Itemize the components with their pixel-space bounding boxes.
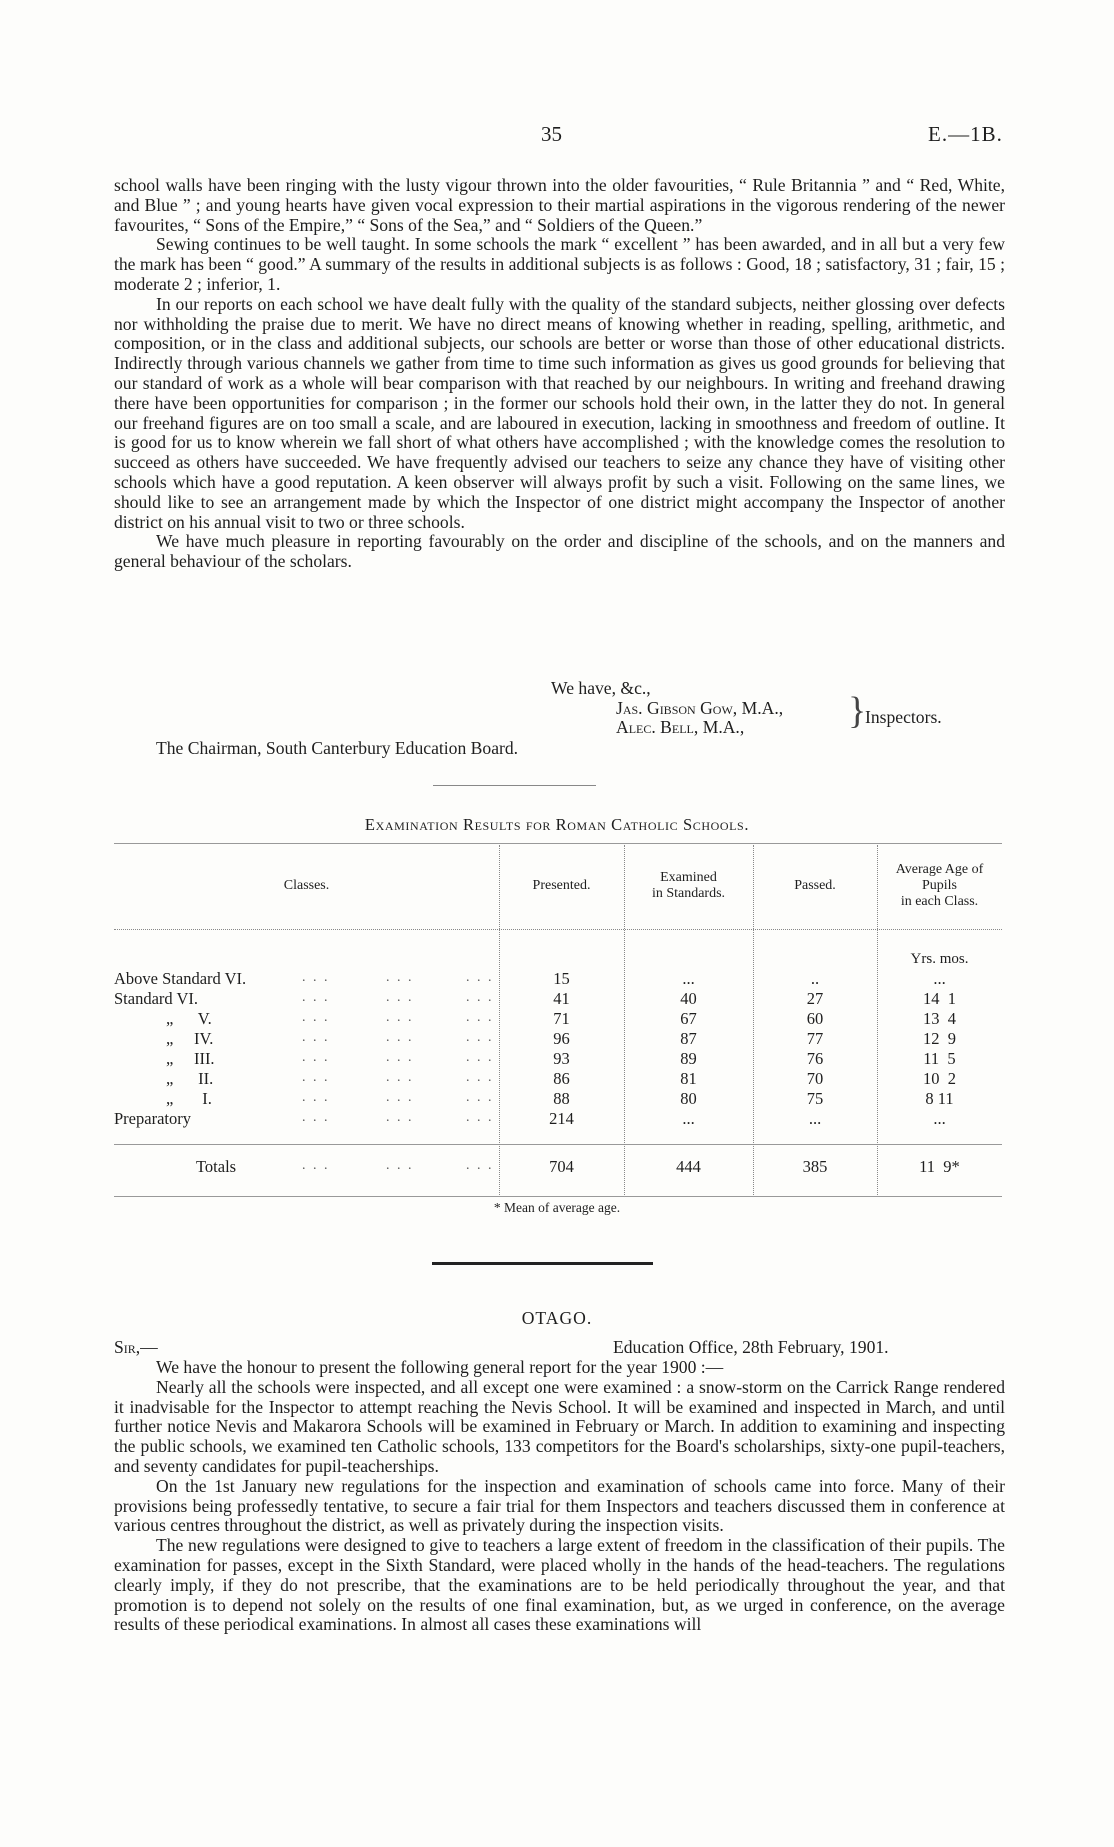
cell-passed: 27 — [806, 989, 824, 1008]
dot-leader: . . . — [466, 1158, 494, 1173]
cell-examined: 81 — [680, 1069, 697, 1088]
dot-leader: . . . — [386, 1110, 414, 1125]
dot-leader: . . . — [466, 1050, 494, 1065]
cell-presented: 71 — [553, 1009, 570, 1028]
cell-presented: 88 — [553, 1089, 570, 1108]
table-rule — [114, 1196, 1002, 1197]
section-divider — [432, 1262, 653, 1265]
signatory: Alec. Bell, M.A., — [616, 717, 745, 737]
dot-leader: . . . — [302, 1050, 330, 1065]
cell-examined: ... — [682, 969, 695, 988]
cell-age: ... — [933, 1109, 946, 1128]
dot-leader: . . . — [466, 1030, 494, 1045]
row-label: „ III. — [166, 1049, 215, 1068]
paragraph: On the 1st January new regulations for the inspection and examination of schools came into force. Many of their provisions being professedly tentative, to secure a fair trial for them Inspectors and teachers discussed them in conference at various centres throughout the district, as well as privately during the inspection visits. — [114, 1475, 1005, 1536]
dot-leader: . . . — [386, 1070, 414, 1085]
cell-presented: 93 — [553, 1049, 570, 1068]
salutation: Sir,— — [114, 1337, 158, 1357]
cell-passed: 70 — [806, 1069, 824, 1088]
dot-leader: . . . — [466, 970, 494, 985]
column-header-passed: Passed. — [794, 878, 836, 893]
dot-leader: . . . — [466, 1110, 494, 1125]
cell-passed: .. — [810, 969, 820, 988]
dot-leader: . . . — [386, 1158, 414, 1173]
table-rule — [114, 1144, 1002, 1145]
row-label: „ IV. — [166, 1029, 214, 1048]
cell-examined: 444 — [676, 1157, 701, 1176]
dot-leader: . . . — [386, 970, 414, 985]
paragraph: In our reports on each school we have dealt fully with the quality of the standard subjects, neither glossing over defects nor withholding the praise due to merit. We have no direct means of knowing whether in reading, spelling, arithmetic, and composition, or in the class and additional subjects, our schools are better or worse than those of other educational districts. Indirectly through various channels we gather from time to time such information as gives us good grounds for believing that our standard of work as a whole will bear comparison with that reached by our neighbours. In writing and freehand drawing there have been opportunities for comparison ; in the former our schools hold their own, in the latter they do not. In general our freehand figures are on too small a scale, and are laboured in execution, lacking in smoothness and freedom of outline. It is good for us to know wherein we fall short of what others have accomplished ; with the knowledge comes the resolution to succeed as others have succeeded. We have frequently advised our teachers to seize any chance they have of visiting other schools which have a good reputation. A keen observer will always profit by such a visit. Following on the same lines, we should like to see an arrangement made by which the Inspector of one district might accompany the Inspector of another district on his annual visit to two or three schools. — [114, 293, 1005, 532]
dot-leader: . . . — [386, 990, 414, 1005]
cell-passed: 75 — [806, 1089, 824, 1108]
dot-leader: . . . — [302, 1010, 330, 1025]
cell-examined: 87 — [680, 1029, 697, 1048]
cell-examined: 40 — [680, 989, 697, 1008]
cell-presented: 704 — [549, 1157, 574, 1176]
document-code: E.—1B. — [928, 122, 1003, 146]
table-title: Examination Results for Roman Catholic Schools. — [364, 815, 750, 834]
page-number: 35 — [541, 122, 562, 146]
paragraph: We have much pleasure in reporting favourably on the order and discipline of the schools, and on the manners and general behaviour of the scholars. — [114, 531, 1005, 572]
dot-leader: . . . — [386, 1010, 414, 1025]
addressee: The Chairman, South Canterbury Education Board. — [156, 738, 519, 758]
section-divider — [433, 785, 596, 786]
dot-leader: . . . — [386, 1030, 414, 1045]
cell-passed: 60 — [806, 1009, 824, 1028]
row-label: Standard VI. — [114, 989, 199, 1008]
signatory-role: Inspectors. — [865, 707, 942, 727]
report-body — [114, 176, 1005, 572]
cell-age: ... — [933, 969, 946, 988]
cell-examined: ... — [682, 1109, 695, 1128]
table-rule — [114, 843, 1002, 844]
paragraph: The new regulations were designed to give to teachers a large extent of freedom in the classification of their pupils. The examination for passes, except in the Sixth Standard, were placed wholly in the hands of the head-teachers. The regulations clearly imply, if they do not prescribe, that the examinations are to be held periodically throughout the year, and that promotion is to depend not solely on the results of one final examination, but, as we urged in conference, on the average results of these periodical examinations. In almost all cases these examinations will — [114, 1535, 1005, 1635]
dot-leader: . . . — [386, 1090, 414, 1105]
dot-leader: . . . — [466, 1010, 494, 1025]
row-label: Totals — [196, 1157, 237, 1176]
dot-leader: . . . — [386, 1050, 414, 1065]
otago-body — [114, 1358, 1005, 1635]
cell-passed: 76 — [806, 1049, 824, 1068]
paragraph: school walls have been ringing with the lusty vigour thrown into the older favourities, “ Rule Britannia ” and “ Red, White, and Blue ” ; and young hearts have given vocal expression to their martial aspirations in the vigorous rendering of the newer favourites, “ Sons of the Empire,” “ Sons of the Sea,” and “ Soldiers of the Queen.” — [114, 175, 1005, 235]
cell-passed: 385 — [802, 1157, 828, 1176]
cell-examined: 89 — [680, 1049, 697, 1068]
section-heading: OTAGO. — [521, 1308, 593, 1328]
paragraph: We have the honour to present the following general report for the year 1900 :— — [156, 1357, 724, 1377]
table-rule — [114, 929, 1002, 930]
dot-leader: . . . — [466, 1090, 494, 1105]
cell-age: 10 2 — [923, 1069, 956, 1088]
cell-age: 11 5 — [923, 1049, 956, 1068]
cell-age: 13 4 — [923, 1009, 956, 1028]
cell-presented: 15 — [553, 969, 570, 988]
dot-leader: . . . — [302, 970, 330, 985]
cell-passed: ... — [808, 1109, 822, 1128]
row-label: „ V. — [166, 1009, 212, 1028]
row-label: Above Standard VI. — [114, 969, 247, 988]
dot-leader: . . . — [302, 1158, 330, 1173]
table-footnote: * Mean of average age. — [493, 1200, 621, 1215]
column-header-examined: Examined in Standards. — [651, 870, 726, 901]
column-header-average-age: Average Age of Pupils in each Class. — [895, 862, 984, 909]
cell-age: 11 9* — [919, 1157, 960, 1176]
dot-leader: . . . — [302, 1110, 330, 1125]
dot-leader: . . . — [302, 1030, 330, 1045]
row-label: „ I. — [166, 1089, 212, 1108]
paragraph: Sewing continues to be well taught. In some schools the mark “ excellent ” has been awarded, and in all but a very few the mark has been “ good.” A summary of the results in additional subjects is as follows : Good, 18 ; satisfactory, 31 ; fair, 15 ; moderate 2 ; inferior, 1. — [114, 234, 1005, 294]
cell-examined: 67 — [680, 1009, 697, 1028]
dot-leader: . . . — [302, 1090, 330, 1105]
paragraph: Nearly all the schools were inspected, and all except one were examined : a snow-storm on the Carrick Range rendered it inadvisable for the Inspector to attempt reaching the Nevis School. It will be examined and inspected in March, and until further notice Nevis and Makarora Schools will be examined in February or March. In addition to examining and inspecting the public schools, we examined ten Catholic schools, 133 competitors for the Board's scholarships, sixty-one pupil-teachers, and seventy candidates for pupil-teacherships. — [114, 1376, 1005, 1476]
dot-leader: . . . — [466, 990, 494, 1005]
cell-age: 12 9 — [923, 1029, 956, 1048]
cell-presented: 214 — [549, 1109, 574, 1128]
age-unit-label: Yrs. mos. — [910, 951, 969, 967]
row-label: „ II. — [166, 1069, 214, 1088]
cell-presented: 41 — [553, 989, 570, 1008]
cell-age: 14 1 — [923, 989, 956, 1008]
dateline: Education Office, 28th February, 1901. — [613, 1337, 889, 1357]
column-header-classes: Classes. — [283, 878, 330, 893]
dot-leader: . . . — [466, 1070, 494, 1085]
cell-presented: 96 — [553, 1029, 570, 1048]
column-header-presented: Presented. — [532, 878, 591, 893]
dot-leader: . . . — [302, 990, 330, 1005]
closing-line: We have, &c., — [551, 678, 651, 698]
cell-presented: 86 — [553, 1069, 570, 1088]
cell-passed: 77 — [806, 1029, 824, 1048]
cell-age: 8 11 — [925, 1089, 954, 1108]
dot-leader: . . . — [302, 1070, 330, 1085]
signatory: Jas. Gibson Gow, M.A., — [616, 698, 784, 718]
brace: } — [848, 690, 867, 732]
row-label: Preparatory — [114, 1109, 191, 1128]
cell-examined: 80 — [680, 1089, 697, 1108]
